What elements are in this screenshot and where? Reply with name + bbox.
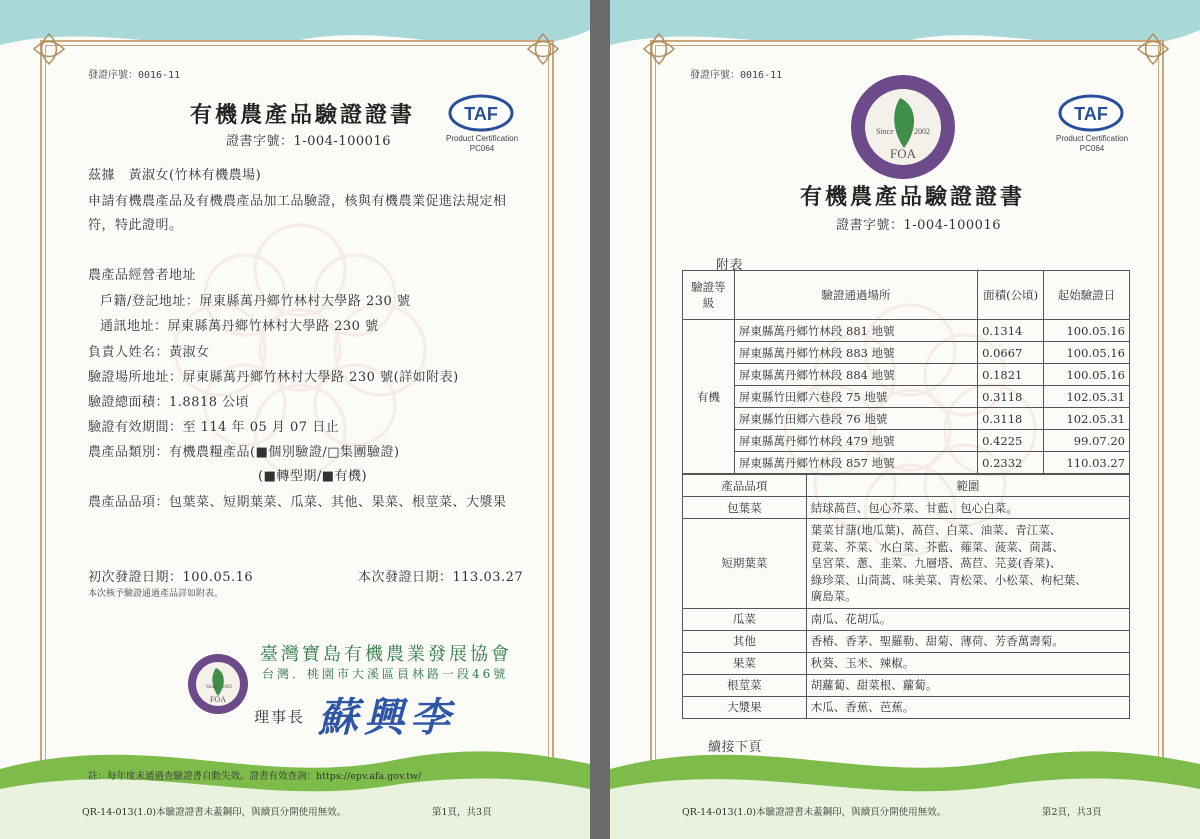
area-cell: 0.4225 [978,430,1044,452]
serial-number: 發證序號：0016-11 [690,70,783,81]
first-issue-date: 初次發證日期：100.05.16 [88,570,254,585]
corner-ornament-icon [642,32,676,66]
operator-address-heading: 農產品經營者地址 [88,268,197,283]
site-cell: 屏東縣竹田鄉六巷段 75 地號 [734,386,977,408]
products-table [682,474,1130,719]
product-category: 農產品類別：有機農糧產品(■個別驗證/□集團驗證) [88,445,400,460]
corner-ornament-icon [32,32,66,66]
taf-caption-line-2: PC064 [1079,144,1105,153]
table-row [683,630,1130,652]
product-item-cell: 瓜菜 [683,608,807,630]
area-cell: 0.0667 [978,342,1044,364]
product-scope-cell: 胡蘿蔔、甜菜根、蘿蔔。 [806,674,1129,696]
taf-logo [448,94,514,132]
taf-caption-line-1: Product Certification [445,134,519,143]
table-row [683,652,1130,674]
taf-caption [1050,134,1134,154]
table-row [683,452,1130,474]
scope-line: 綠珍菜、山茼蒿、味美菜、青松菜、小松菜、枸杞葉、 [810,572,1087,587]
start-date-cell: 100.05.16 [1044,320,1130,342]
product-items: 農產品品項：包葉菜、短期葉菜、瓜菜、其他、果菜、根莖菜、大漿果 [88,495,507,510]
table-row [683,519,1130,609]
header-start-date: 起始驗證日 [1044,271,1130,320]
conversion-status: (■轉型期/■有機) [258,469,368,484]
seal-since-text: Since [206,685,218,690]
page-number: 第2頁，共3頁 [1042,807,1102,818]
form-number: QR-14-013(1.0)本驗證證書未蓋鋼印，與續頁分開使用無效。 [682,807,947,818]
product-scope-cell: 南瓜、花胡瓜。 [806,608,1129,630]
grade-value: 有機 [683,320,735,474]
start-date-cell: 102.05.31 [1044,386,1130,408]
area-cell: 0.1314 [978,320,1044,342]
area-cell: 0.3118 [978,408,1044,430]
applicant-line: 茲據 黃淑女(竹林有機農場) [88,168,262,183]
corner-ornament-icon [526,32,560,66]
taf-caption-line-2: PC064 [469,144,495,153]
seal-abbr-text: FOA [209,695,227,704]
bottom-wave-decoration [610,729,1200,839]
annex-label: 附表 [716,258,744,273]
table-row [683,674,1130,696]
taf-caption [440,134,524,154]
table-row [683,364,1130,386]
form-number: QR-14-013(1.0)本驗證證書未蓋鋼印，與續頁分開使用無效。 [82,807,347,818]
certificate-number: 證書字號：1-004-100016 [226,134,391,149]
product-item-cell: 包葉菜 [683,497,807,519]
seal-year-text: 2002 [222,685,232,690]
table-row [683,320,1130,342]
certificate-page-2 [610,0,1200,839]
table-row [683,430,1130,452]
products-table-header [683,475,1130,497]
table-row [683,608,1130,630]
start-date-cell: 100.05.16 [1044,364,1130,386]
site-cell: 屏東縣萬丹鄉竹林段 883 地號 [734,342,977,364]
table-row [683,408,1130,430]
director-signature: 蘇興李 [318,694,456,741]
certificate-title: 有機農產品驗證證書 [190,102,416,128]
header-site: 驗證通過場所 [734,271,977,320]
product-scope-cell: 秋葵、玉米、辣椒。 [806,652,1129,674]
responsible-person: 負責人姓名：黃淑女 [88,345,210,360]
product-item-cell: 根莖菜 [683,674,807,696]
statement-line-2: 符，特此證明。 [88,218,183,233]
site-cell: 屏東縣萬丹鄉竹林段 881 地號 [734,320,977,342]
scope-line: 皇宮菜、蔥、韭菜、九層塔、萵苣、芫荽(香菜)、 [810,556,1062,570]
product-scope-cell: 木瓜、香蕉、芭蕉。 [806,696,1129,718]
mailing-address: 通訊地址：屏東縣萬丹鄉竹林村大學路 230 號 [100,319,379,334]
corner-ornament-icon [1136,32,1170,66]
total-area: 驗證總面積：1.8818 公頃 [88,395,250,410]
validity-footnote: 註：每年度未通過查驗證書自動失效。證書有效查詢：https://epv.afa.gov.tw/ [88,771,422,782]
table-row [683,386,1130,408]
director-label: 理事長 [254,708,306,726]
product-scope-cell: 香椿、香茅、聖羅勒、甜菊、薄荷、芳香萬壽菊。 [806,630,1129,652]
site-cell: 屏東縣萬丹鄉竹林段 857 地號 [734,452,977,474]
header-product-item: 產品品項 [683,475,807,497]
serial-number: 發證序號：0016-11 [88,70,181,81]
foa-seal-logo [848,72,958,182]
start-date-cell: 100.05.16 [1044,342,1130,364]
taf-logo-text: TAF [1074,104,1108,124]
product-item-cell: 果菜 [683,652,807,674]
continued-note: 續接下頁 [708,740,763,755]
foa-seal-logo [186,652,250,716]
bottom-wave-decoration [0,729,590,839]
current-issue-date: 本次發證日期：113.03.27 [358,570,524,585]
scope-line: 廣島菜。 [810,589,857,603]
page-number: 第1頁，共3頁 [432,807,492,818]
seal-since-text: Since [876,127,894,136]
site-cell: 屏東縣萬丹鄉竹林段 884 地號 [734,364,977,386]
product-scope-cell [806,519,1129,609]
site-cell: 屏東縣竹田鄉六巷段 76 地號 [734,408,977,430]
header-grade: 驗證等級 [683,271,735,320]
scope-line: 莧菜、芥菜、水白菜、芥藍、蕹菜、菠菜、茼蒿、 [810,539,1064,554]
start-date-cell: 110.03.27 [1044,452,1130,474]
start-date-cell: 99.07.20 [1044,430,1130,452]
table-row [683,696,1130,718]
scope-line: 葉菜甘藷(地瓜葉)、萵苣、白菜、油菜、青江菜、 [810,523,1062,537]
taf-logo [1058,94,1124,132]
area-cell: 0.2332 [978,452,1044,474]
certificate-page-1 [0,0,590,839]
area-cell: 0.1821 [978,364,1044,386]
product-item-cell: 大漿果 [683,696,807,718]
product-scope-cell: 結球萵苣、包心芥菜、甘藍、包心白菜。 [806,497,1129,519]
site-cell: 屏東縣萬丹鄉竹林段 479 地號 [734,430,977,452]
header-area: 面積(公頃) [978,271,1044,320]
product-item-cell: 其他 [683,630,807,652]
sites-table-header [683,271,1130,320]
seal-abbr-text: FOA [889,146,917,161]
header-scope: 範圍 [806,475,1129,497]
site-address: 驗證場所地址：屏東縣萬丹鄉竹林村大學路 230 號(詳如附表) [88,370,459,385]
seal-year-text: 2002 [914,127,930,136]
validity-period: 驗證有效期間：至 114 年 05 月 07 日止 [88,420,340,435]
sites-table [682,270,1130,474]
certificate-number: 證書字號：1-004-100016 [836,218,1001,233]
start-date-cell: 102.05.31 [1044,408,1130,430]
certificate-title: 有機農產品驗證證書 [800,184,1026,210]
table-row [683,497,1130,519]
registered-address: 戶籍/登記地址：屏東縣萬丹鄉竹林村大學路 230 號 [100,294,411,309]
taf-logo-text: TAF [464,104,498,124]
area-cell: 0.3118 [978,386,1044,408]
organization-address: 台灣．桃園市大溪區員林路一段46號 [262,667,509,681]
detail-note: 本次核予驗證通過產品詳如附表。 [88,589,224,599]
table-row [683,342,1130,364]
taf-caption-line-1: Product Certification [1055,134,1129,143]
organization-name: 臺灣寶島有機農業發展協會 [260,644,512,665]
product-item-cell: 短期葉菜 [683,519,807,609]
statement-line-1: 申請有機農產品及有機農產品加工品驗證，核與有機農業促進法規定相 [88,194,507,209]
